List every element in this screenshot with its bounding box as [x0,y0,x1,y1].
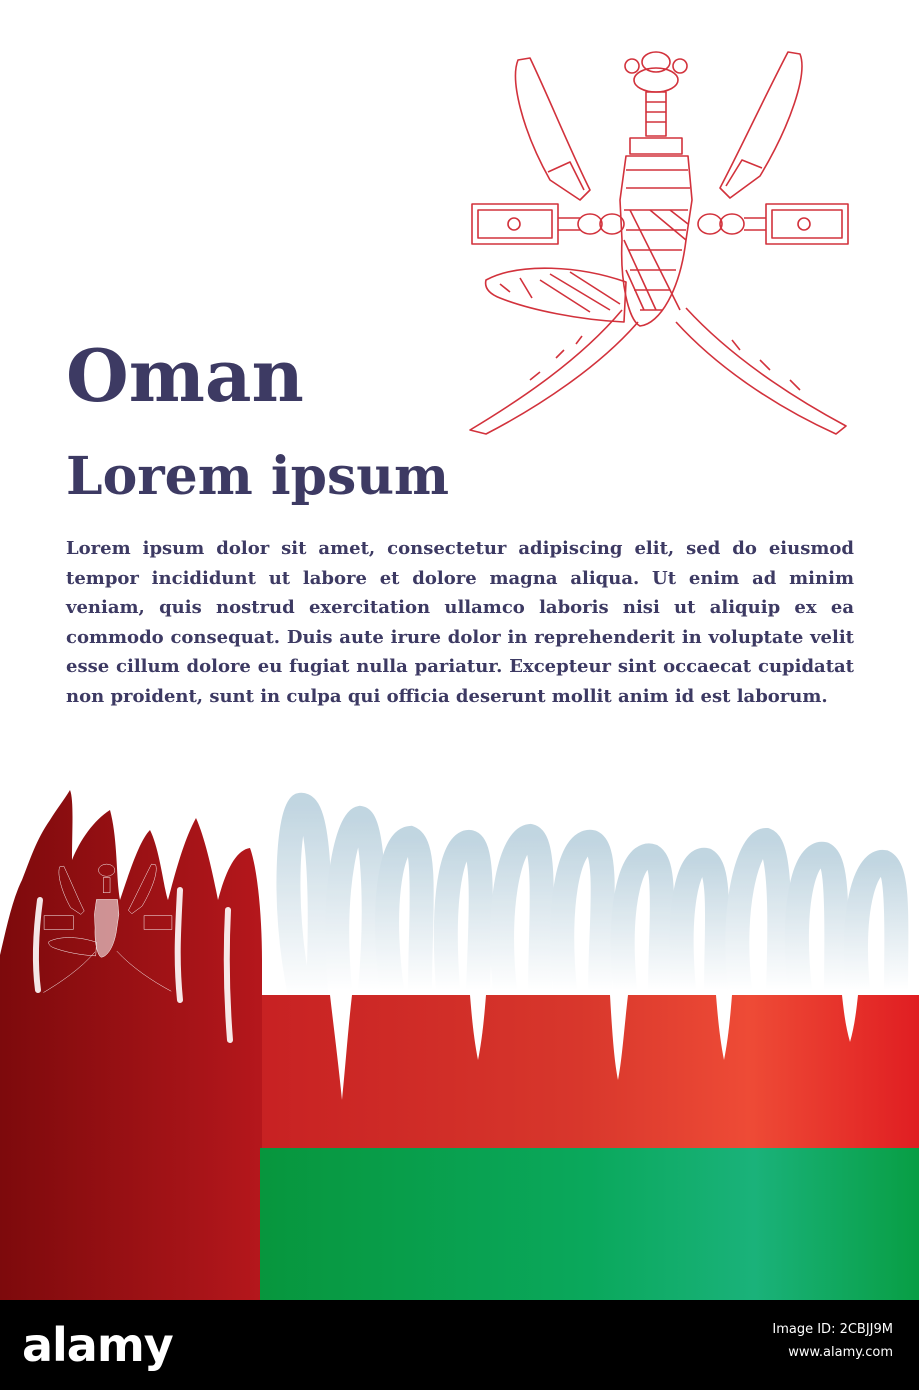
image-id: Image ID: 2CBJJ9M [772,1322,893,1337]
brand-logo: alamy [22,1318,173,1372]
country-title: Oman [66,333,304,418]
oman-flag [0,760,919,1300]
body-paragraph: Lorem ipsum dolor sit amet, consectetur adipiscing elit, sed do eiusmod tempor incididunt ut labore et dolore magna aliqua. Ut enim ad minim veniam, quis nostrud exercitation ullamco laboris nisi ut aliquip ex ea commodo consequat. Duis aute irure dolor in reprehenderit in voluptate velit esse cillum dolore eu fugiat nulla pariatur. Excepteur sint occaecat cupidatat non proident, sunt in culpa qui officia deserunt mollit anim id est laborum. [66,538,854,707]
stock-info [772,1318,893,1365]
national-emblem-icon [460,40,860,440]
site-url[interactable]: www.alamy.com [788,1345,893,1361]
subtitle: Lorem ipsum [66,446,450,507]
